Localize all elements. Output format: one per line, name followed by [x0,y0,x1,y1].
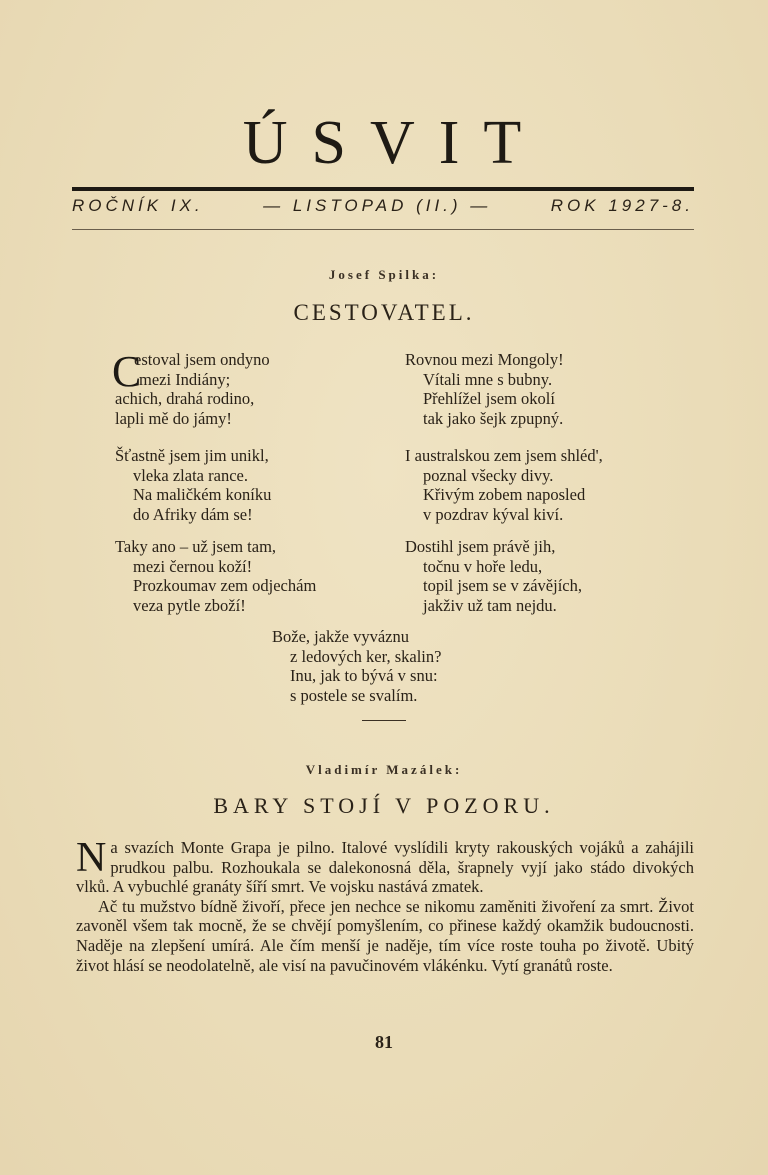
masthead-rule [72,187,694,191]
poem-stanza [405,537,582,615]
verse-line: Šťastně jsem jim unikl, [115,446,269,465]
verse-line: vleka zlata rance. [133,465,248,485]
poem-stanza [405,446,603,524]
verse-line: do Afriky dám se! [133,504,253,524]
paragraph-text: a svazích Monte Grapa je pilno. Italové vyslídili kryty rakouských vojáků a zahájili prudkou palbu. Rozhoukala se dalekonosná děla, šrapnely vyjí jako stádo divokých vlků. A vybuchlé granáty šíří smrt. Ve vojsku nastává zmatek. [76,838,694,897]
verse-line: tak jako šejk zpupný. [423,408,564,428]
issue-label: — LISTOPAD (II.) — [263,196,492,215]
verse-line: s postele se svalím. [290,685,418,705]
poem-stanza [405,350,564,428]
verse-line: točnu v hoře ledu, [423,556,543,576]
verse-line: Prozkoumav zem odjechám [133,576,317,595]
verse-line: Rovnou mezi Mongoly! [405,350,564,369]
verse-line: Bože, jakže vyváznu [272,627,409,646]
verse-line: topil jsem se v závějích, [423,576,582,595]
verse-line: mezi Indiány; [139,369,231,389]
verse-line: veza pytle zboží! [133,595,246,615]
story-author: Vladimír Mazálek: [305,762,463,777]
verse-line: poznal všecky divy. [423,465,554,485]
verse-line: Vítali mne s bubny. [423,369,553,389]
volume-label: ROČNÍK IX. [72,196,204,215]
verse-line: Křivým zobem naposled [423,485,586,504]
poem-stanza [115,350,270,428]
verse-line: v pozdrav kýval kiví. [423,504,564,524]
verse-line: Na maličkém koníku [133,485,272,504]
verse-line: mezi černou koží! [133,556,253,576]
poem-stanza [115,446,271,524]
story-body [76,835,694,975]
verse-line: Inu, jak to bývá v snu: [290,666,438,685]
verse-line: jakživ už tam nejdu. [423,595,557,615]
verse-line: Taky ano – už jsem tam, [115,537,277,556]
section-divider [362,720,406,721]
poem-stanza-final [272,627,441,705]
verse-line: I australskou zem jsem shléd', [405,446,603,465]
verse-line: achich, drahá rodino, [115,389,255,408]
story-dropcap: N [76,835,107,881]
issue-line [72,196,694,216]
verse-line: Dostihl jsem právě jih, [405,537,556,556]
poem-stanza [115,537,316,615]
poem-title: CESTOVATEL. [293,300,475,325]
page-number: 81 [375,1032,393,1052]
story-title: BARY STOJÍ V POZORU. [213,793,555,818]
story-paragraph: Ač tu mužstvo bídně živoří, přece jen nechce se nikomu zaměniti živoření za smrt. Život zavoněl všem tak mocně, že se chvějí pomyšlením, co přinese každý okamžik budoucnosti. Naděje na zlepšení umírá. Ale čím menší je naděje, tím více roste touha po životě. Ubitý život hlásí se neodolatelně, ale visí na pavučinovém vlákénku. Vytí granátů roste. [76,896,694,975]
poem-author: Josef Spilka: [328,267,440,282]
issue-rule [72,229,694,230]
poem-dropcap: C [112,347,142,396]
story-paragraph [76,835,694,897]
verse-line: z ledových ker, skalin? [290,646,442,666]
verse-line: Přehlížel jsem okolí [423,389,555,408]
verse-line: lapli mě do jámy! [115,408,232,428]
magazine-title: ÚSVIT [242,109,546,177]
verse-line: estoval jsem ondyno [134,350,270,369]
year-label: ROK 1927-8. [550,196,694,215]
